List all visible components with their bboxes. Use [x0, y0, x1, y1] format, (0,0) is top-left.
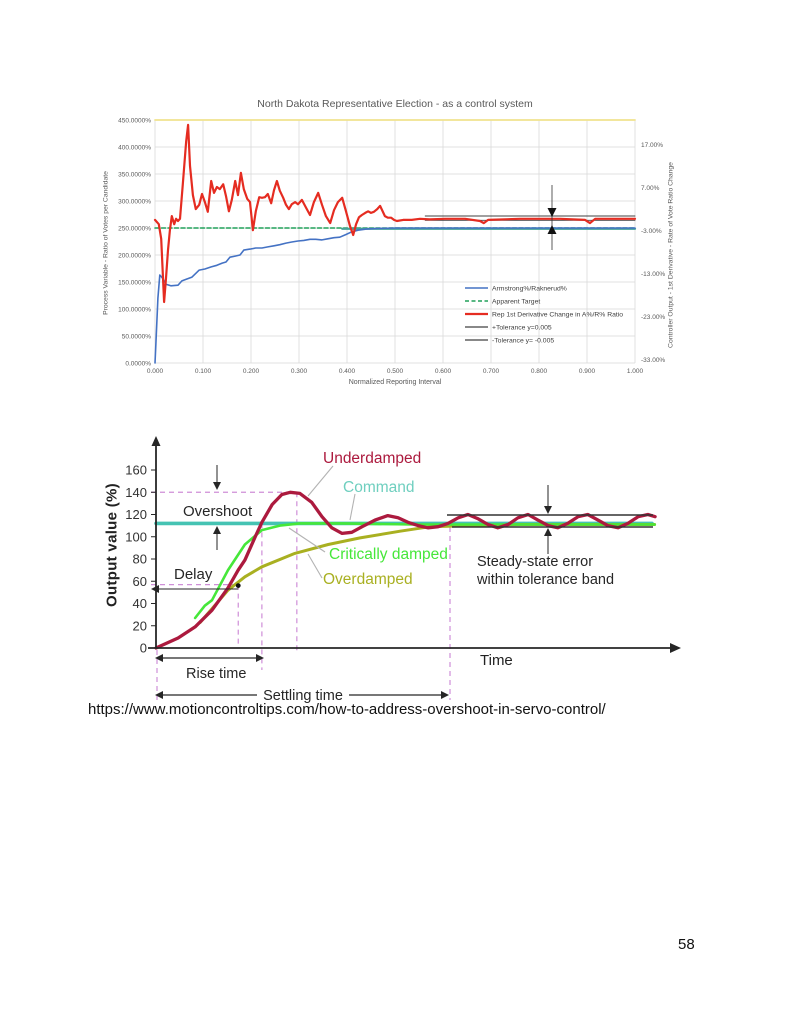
svg-text:100.0000%: 100.0000% — [118, 306, 151, 314]
svg-text:80: 80 — [132, 551, 147, 567]
svg-text:0.500: 0.500 — [386, 368, 404, 375]
svg-text:-13.00%: -13.00% — [641, 271, 666, 278]
svg-text:Armstrong%/Raknerud%: Armstrong%/Raknerud% — [492, 285, 567, 293]
top-chart-title: North Dakota Representative Election - as a control system — [257, 98, 533, 110]
series-critically-damped — [195, 523, 654, 618]
svg-text:0.0000%: 0.0000% — [125, 360, 151, 368]
svg-text:0.800: 0.800 — [530, 368, 548, 375]
svg-text:140: 140 — [125, 484, 147, 500]
bottom-chart-x-axis-title: Time — [480, 652, 513, 669]
svg-text:20: 20 — [132, 618, 147, 634]
svg-text:350.0000%: 350.0000% — [118, 171, 151, 179]
top-chart-gridlines — [155, 120, 635, 363]
source-url: https://www.motioncontroltips.com/how-to-address-overshoot-in-servo-control/ — [88, 701, 606, 718]
label-overdamped: Overdamped — [323, 571, 413, 588]
svg-text:within tolerance band: within tolerance band — [477, 572, 615, 588]
svg-text:50.0000%: 50.0000% — [121, 333, 151, 341]
svg-text:0.900: 0.900 — [578, 368, 596, 375]
svg-text:0.100: 0.100 — [194, 368, 212, 375]
svg-text:200.0000%: 200.0000% — [118, 252, 151, 260]
svg-text:60: 60 — [132, 573, 147, 589]
bottom-chart-figure — [95, 432, 695, 717]
svg-text:+Tolerance y=0.005: +Tolerance y=0.005 — [492, 324, 552, 332]
page-number: 58 — [678, 936, 695, 953]
top-chart-legend — [465, 285, 623, 344]
svg-text:Apparent Target: Apparent Target — [492, 298, 541, 306]
rise-time-arrow — [155, 654, 264, 662]
svg-text:120: 120 — [125, 507, 147, 522]
bottom-chart-canvas — [95, 432, 695, 717]
svg-text:250.0000%: 250.0000% — [118, 225, 151, 233]
svg-text:450.0000%: 450.0000% — [118, 117, 151, 125]
svg-text:Delay: Delay — [174, 566, 213, 583]
svg-text:0.000: 0.000 — [146, 368, 164, 375]
svg-text:0.400: 0.400 — [338, 368, 356, 375]
svg-text:0.700: 0.700 — [482, 368, 500, 375]
svg-text:-33.00%: -33.00% — [641, 357, 666, 364]
svg-text:7.00%: 7.00% — [641, 185, 660, 192]
svg-text:300.0000%: 300.0000% — [118, 198, 151, 206]
curve-labels — [323, 450, 448, 588]
top-chart-figure — [95, 88, 695, 408]
steady-state-arrows — [544, 485, 552, 554]
svg-text:Steady-state error: Steady-state error — [477, 554, 594, 570]
svg-text:1.000: 1.000 — [626, 368, 644, 375]
bottom-chart-y-axis-title: Output value (%) — [103, 483, 121, 607]
top-chart-right-axis-title: Controller Output - 1st Derivative - Rate of Vote Ratio Change — [667, 162, 675, 348]
tolerance-band-marker — [548, 185, 557, 250]
label-critically-damped: Critically damped — [329, 546, 448, 563]
svg-text:Rep 1st Derivative Change in A: Rep 1st Derivative Change in A%/R% Ratio — [492, 311, 624, 319]
svg-text:0: 0 — [139, 640, 147, 656]
svg-text:0.600: 0.600 — [434, 368, 452, 375]
top-chart-x-axis-title: Normalized Reporting Interval — [348, 379, 442, 386]
svg-text:Settling time: Settling time — [263, 688, 343, 704]
svg-text:-23.00%: -23.00% — [641, 314, 666, 321]
y-tick-labels — [125, 463, 156, 656]
svg-text:Rise time: Rise time — [186, 666, 247, 682]
svg-text:-3.00%: -3.00% — [641, 228, 662, 235]
top-chart-left-axis-title: Process Variable - Ratio of Votes per Candidate — [102, 171, 110, 315]
svg-text:-Tolerance y= -0.005: -Tolerance y= -0.005 — [492, 337, 555, 345]
svg-text:400.0000%: 400.0000% — [118, 144, 151, 152]
svg-text:150.0000%: 150.0000% — [118, 279, 151, 287]
top-chart-canvas — [95, 88, 695, 408]
svg-text:0.300: 0.300 — [290, 368, 308, 375]
svg-text:40: 40 — [132, 596, 147, 611]
svg-text:160: 160 — [125, 462, 147, 478]
svg-text:100: 100 — [125, 529, 147, 545]
label-command: Command — [343, 479, 415, 496]
svg-text:Overshoot: Overshoot — [183, 503, 253, 520]
svg-text:17.00%: 17.00% — [641, 142, 664, 149]
axes — [148, 436, 681, 653]
label-underdamped: Underdamped — [323, 450, 422, 467]
svg-text:0.200: 0.200 — [242, 368, 260, 375]
